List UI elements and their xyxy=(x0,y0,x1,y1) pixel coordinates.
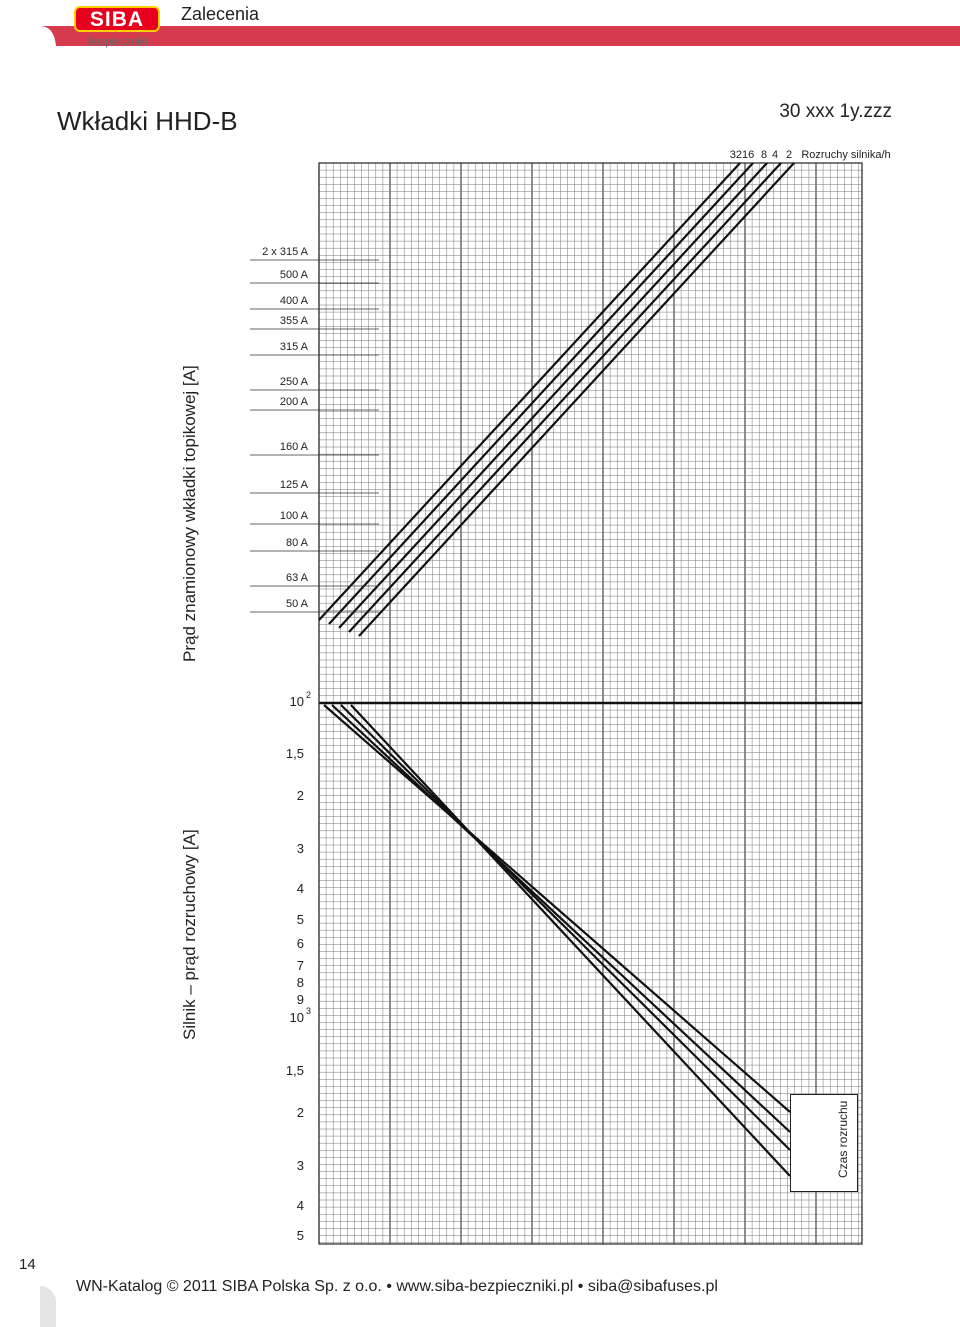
motor-current-tick-label: 4 xyxy=(296,881,304,896)
motor-current-tick-label: 5 xyxy=(296,912,304,927)
footer-text: WN-Katalog © 2011 SIBA Polska Sp. z o.o. • www.siba-bezpieczniki.pl • siba@sibafuses.pl xyxy=(76,1278,718,1295)
upper-axis-title: Prąd znamionowy wkładki topikowej [A] xyxy=(180,365,199,662)
lower-series-line xyxy=(332,705,790,1132)
motor-current-tick-label: 1,5 xyxy=(285,1063,304,1078)
upper-series-line xyxy=(319,163,740,620)
motor-current-tick-label: 5 xyxy=(296,1228,304,1243)
motor-current-tick-exponent: 2 xyxy=(306,690,312,700)
lower-series-line xyxy=(351,705,790,1176)
fuse-rating-label: 400 A xyxy=(279,295,308,307)
fuse-rating-label: 63 A xyxy=(285,572,308,584)
section-title: Zalecenia xyxy=(181,4,260,24)
starts-per-hour-label: 8 xyxy=(760,149,768,161)
starts-per-hour-title: Rozruchy silnika/h xyxy=(801,149,891,161)
upper-series-line xyxy=(339,163,767,628)
motor-current-tick-label: 10 xyxy=(289,1010,304,1025)
starts-per-hour-label: 4 xyxy=(771,149,779,161)
starts-per-hour-label: 2 xyxy=(785,149,793,161)
fuse-rating-label: 100 A xyxy=(279,510,308,522)
fuse-rating-label: 250 A xyxy=(279,376,308,388)
fuse-rating-label: 355 A xyxy=(279,315,308,327)
motor-current-tick-label: 9 xyxy=(296,992,304,1007)
fuse-rating-label: 125 A xyxy=(279,479,308,491)
motor-current-tick-label: 3 xyxy=(296,1158,304,1173)
motor-current-tick-label: 1,5 xyxy=(285,746,304,761)
motor-current-tick-label: 10 xyxy=(289,694,304,709)
motor-current-tick-label: 2 xyxy=(296,1105,304,1120)
fuse-rating-label: 160 A xyxy=(279,441,308,453)
motor-current-tick-label: 2 xyxy=(296,788,304,803)
fuse-rating-label: 50 A xyxy=(285,598,308,610)
motor-current-tick-label: 3 xyxy=(296,841,304,856)
fuse-rating-label: 500 A xyxy=(279,269,308,281)
start-time-legend-title: Czas rozruchu xyxy=(836,1100,850,1178)
motor-current-tick-label: 6 xyxy=(296,936,304,951)
lower-series-line xyxy=(341,705,790,1150)
page-number: 14 xyxy=(19,1256,36,1273)
motor-current-tick-exponent: 3 xyxy=(306,1006,312,1016)
upper-series-line xyxy=(329,163,753,624)
fuse-rating-label: 2 x 315 A xyxy=(262,246,308,258)
motor-current-tick-label: 7 xyxy=(296,958,304,973)
logo-text: SIBA xyxy=(74,6,160,32)
lower-axis-title: Silnik – prąd rozruchowy [A] xyxy=(180,829,199,1040)
page-title: Wkładki HHD-B xyxy=(57,106,238,136)
fuse-rating-label: 200 A xyxy=(279,396,308,408)
logo-subtitle: Bezpieczniki xyxy=(86,36,148,48)
motor-current-tick-label: 8 xyxy=(296,975,304,990)
fuse-rating-label: 315 A xyxy=(279,341,308,353)
fuse-rating-label: 80 A xyxy=(285,537,308,549)
starts-per-hour-label: 3216 xyxy=(729,149,755,161)
document-code: 30 xxx 1y.zzz xyxy=(779,101,892,122)
motor-current-tick-label: 4 xyxy=(296,1198,304,1213)
